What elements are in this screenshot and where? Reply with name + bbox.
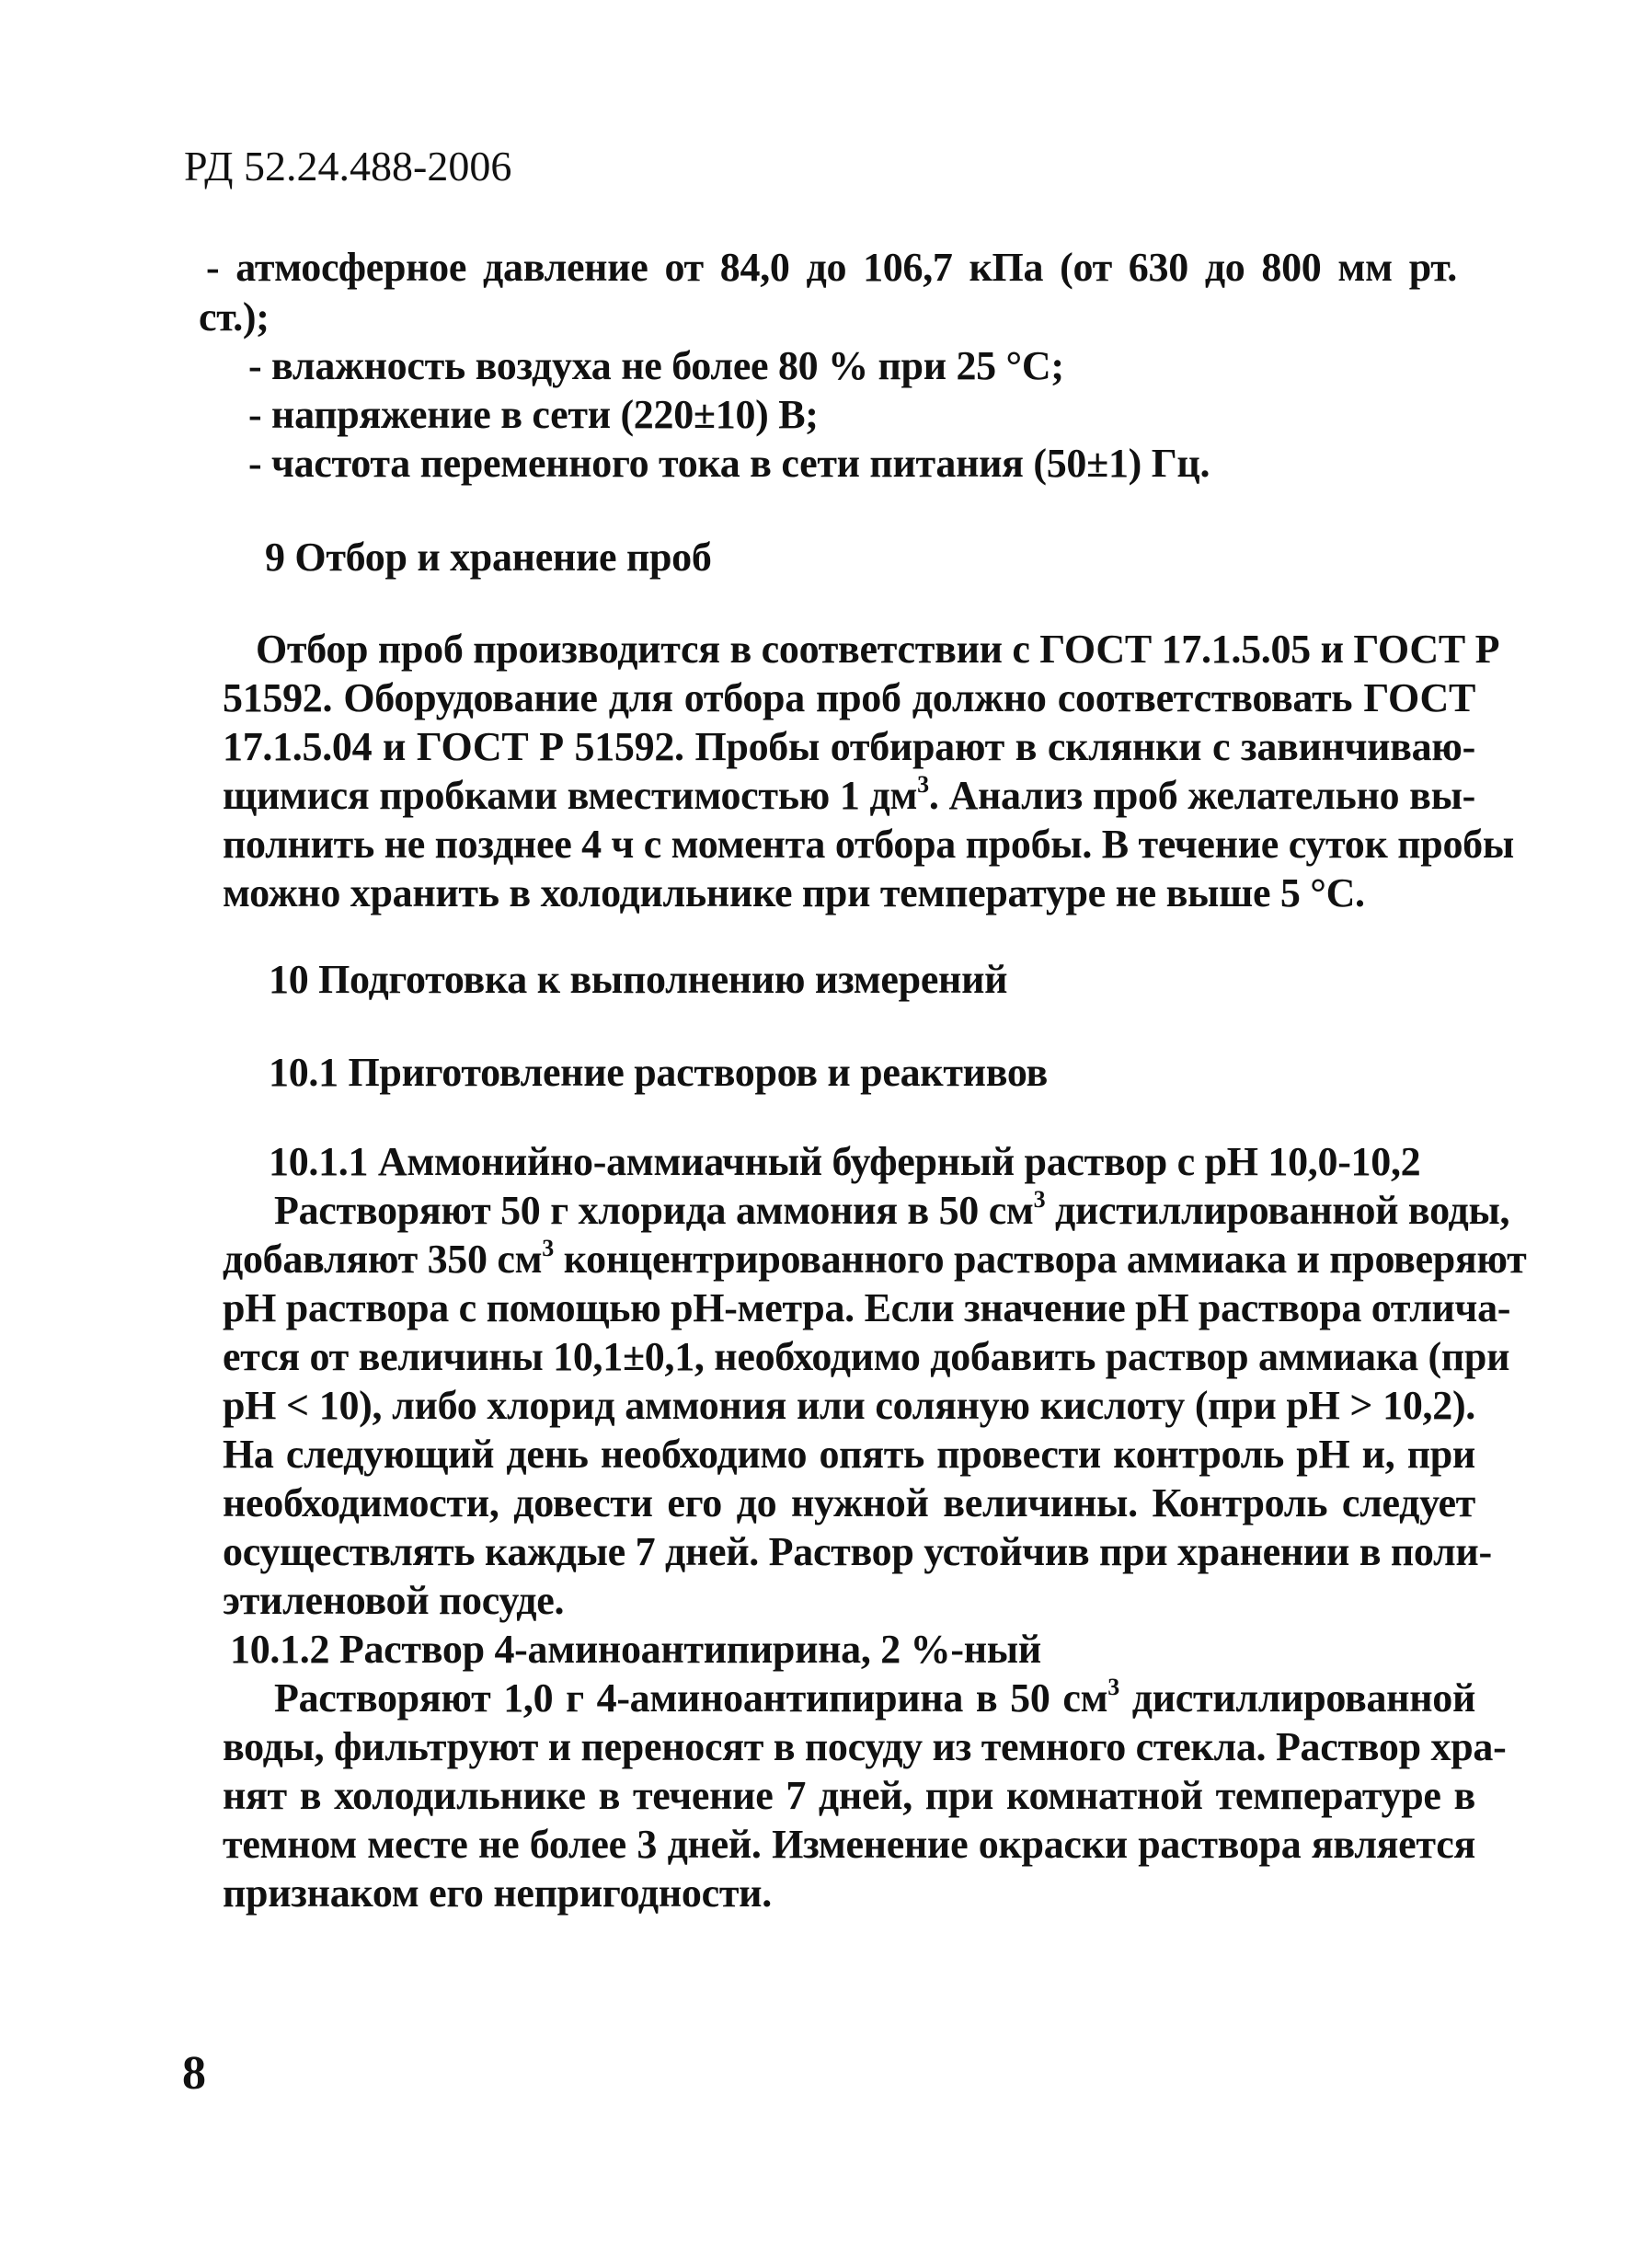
item-10-1-2-line: нят в холодильнике в течение 7 дней, при комнатной температуре в [223,1773,1475,1818]
item-10-1-1-l1-tail: дистиллированной воды, [1045,1188,1510,1233]
superscript-3: 3 [1107,1674,1119,1700]
item-10-1-1-line [223,1235,1527,1283]
item-10-1-1-l2-tail: концентрированного раствора аммиака и проверяют [554,1237,1527,1282]
item-10-1-2-title: 10.1.2 Раствор 4-аминоантипирина, 2 %-ный [230,1627,1041,1672]
condition-pressure-line1: - атмосферное давление от 84,0 до 106,7 кПа (от 630 до 800 мм рт. [206,245,1457,290]
page-number: 8 [182,2047,206,2100]
item-10-1-2-l1-text: Растворяют 1,0 г 4-аминоантипирина в 50 см [274,1675,1108,1721]
superscript-3: 3 [917,771,929,798]
item-10-1-1-l1-text: Растворяют 50 г хлорида аммония в 50 см [274,1188,1034,1233]
section-9-line: 51592. Оборудование для отбора проб должно соответствовать ГОСТ [223,675,1475,720]
section-9-title: 9 Отбор и хранение проб [265,535,712,580]
item-10-1-1-line: необходимости, довести его до нужной величины. Контроль следует [223,1480,1475,1525]
item-10-1-2-line: воды, фильтруют и переносят в посуду из темного стекла. Раствор хра- [223,1724,1507,1769]
section-10-1-title: 10.1 Приготовление растворов и реактивов [269,1050,1048,1095]
document-code: РД 52.24.488-2006 [184,143,512,190]
section-9-line: Отбор проб производится в соответствии с ГОСТ 17.1.5.05 и ГОСТ Р [256,627,1500,672]
item-10-1-2-line: темном месте не более 3 дней. Изменение окраски раствора является [223,1822,1475,1867]
section-9-line: 17.1.5.04 и ГОСТ Р 51592. Пробы отбирают в склянки с завинчиваю- [223,724,1475,769]
item-10-1-2-body [223,1722,1507,1917]
item-10-1-1-line: На следующий день необходимо опять провести контроль рН и, при [223,1432,1475,1477]
superscript-3: 3 [1033,1186,1046,1213]
item-10-1-1-line: рН < 10), либо хлорид аммония или соляную кислоту (при рН > 10,2). [223,1383,1475,1428]
section-9-line4-text: щимися пробками вместимостью 1 дм [223,773,918,818]
item-10-1-2-l1-tail: дистиллированной [1119,1675,1476,1721]
operating-conditions-continuation [199,293,1450,488]
condition-pressure-line2: ст.); [199,294,270,340]
item-10-1-1-first-line [274,1186,1510,1235]
superscript-3: 3 [542,1235,554,1261]
item-10-1-1-line: этиленовой посуде. [223,1578,565,1623]
section-9-line: полнить не позднее 4 ч с момента отбора пробы. В течение суток пробы [223,822,1514,867]
section-9-line4-tail: . Анализ проб желательно вы- [928,773,1475,818]
section-9-line [223,771,1475,820]
item-10-1-1-line: осуществлять каждые 7 дней. Раствор устойчив при хранении в поли- [223,1529,1492,1574]
item-10-1-2 [230,1625,1475,1674]
section-9-body-cont [223,673,1514,917]
item-10-1-1-line: ется от величины 10,1±0,1, необходимо добавить раствор аммиака (при [223,1334,1510,1379]
item-10-1-2-first-line [274,1674,1475,1722]
item-10-1-2-line [274,1674,1475,1722]
condition-voltage: - напряжение в сети (220±10) В; [248,392,819,437]
item-10-1-1-title: 10.1.1 Аммонийно-аммиачный буферный раствор с рН 10,0-10,2 [269,1139,1421,1184]
item-10-1-1-l2-text: добавляют 350 см [223,1237,543,1282]
item-10-1-1-line: рН раствора с помощью рН-метра. Если значение рН раствора отлича- [223,1285,1511,1330]
condition-humidity: - влажность воздуха не более 80 % при 25 °С; [248,343,1064,388]
section-9-line: можно хранить в холодильнике при температуре не выше 5 °С. [223,870,1365,915]
item-10-1-1 [269,1137,1475,1186]
section-10-title: 10 Подготовка к выполнению измерений [269,957,1008,1002]
condition-frequency: - частота переменного тока в сети питания (50±1) Гц. [248,441,1210,486]
item-10-1-1-body [223,1235,1527,1625]
section-9-body [256,625,1500,673]
item-10-1-1-line [274,1186,1510,1235]
operating-conditions-list [206,243,1457,292]
item-10-1-2-line: признаком его непригодности. [223,1870,772,1916]
